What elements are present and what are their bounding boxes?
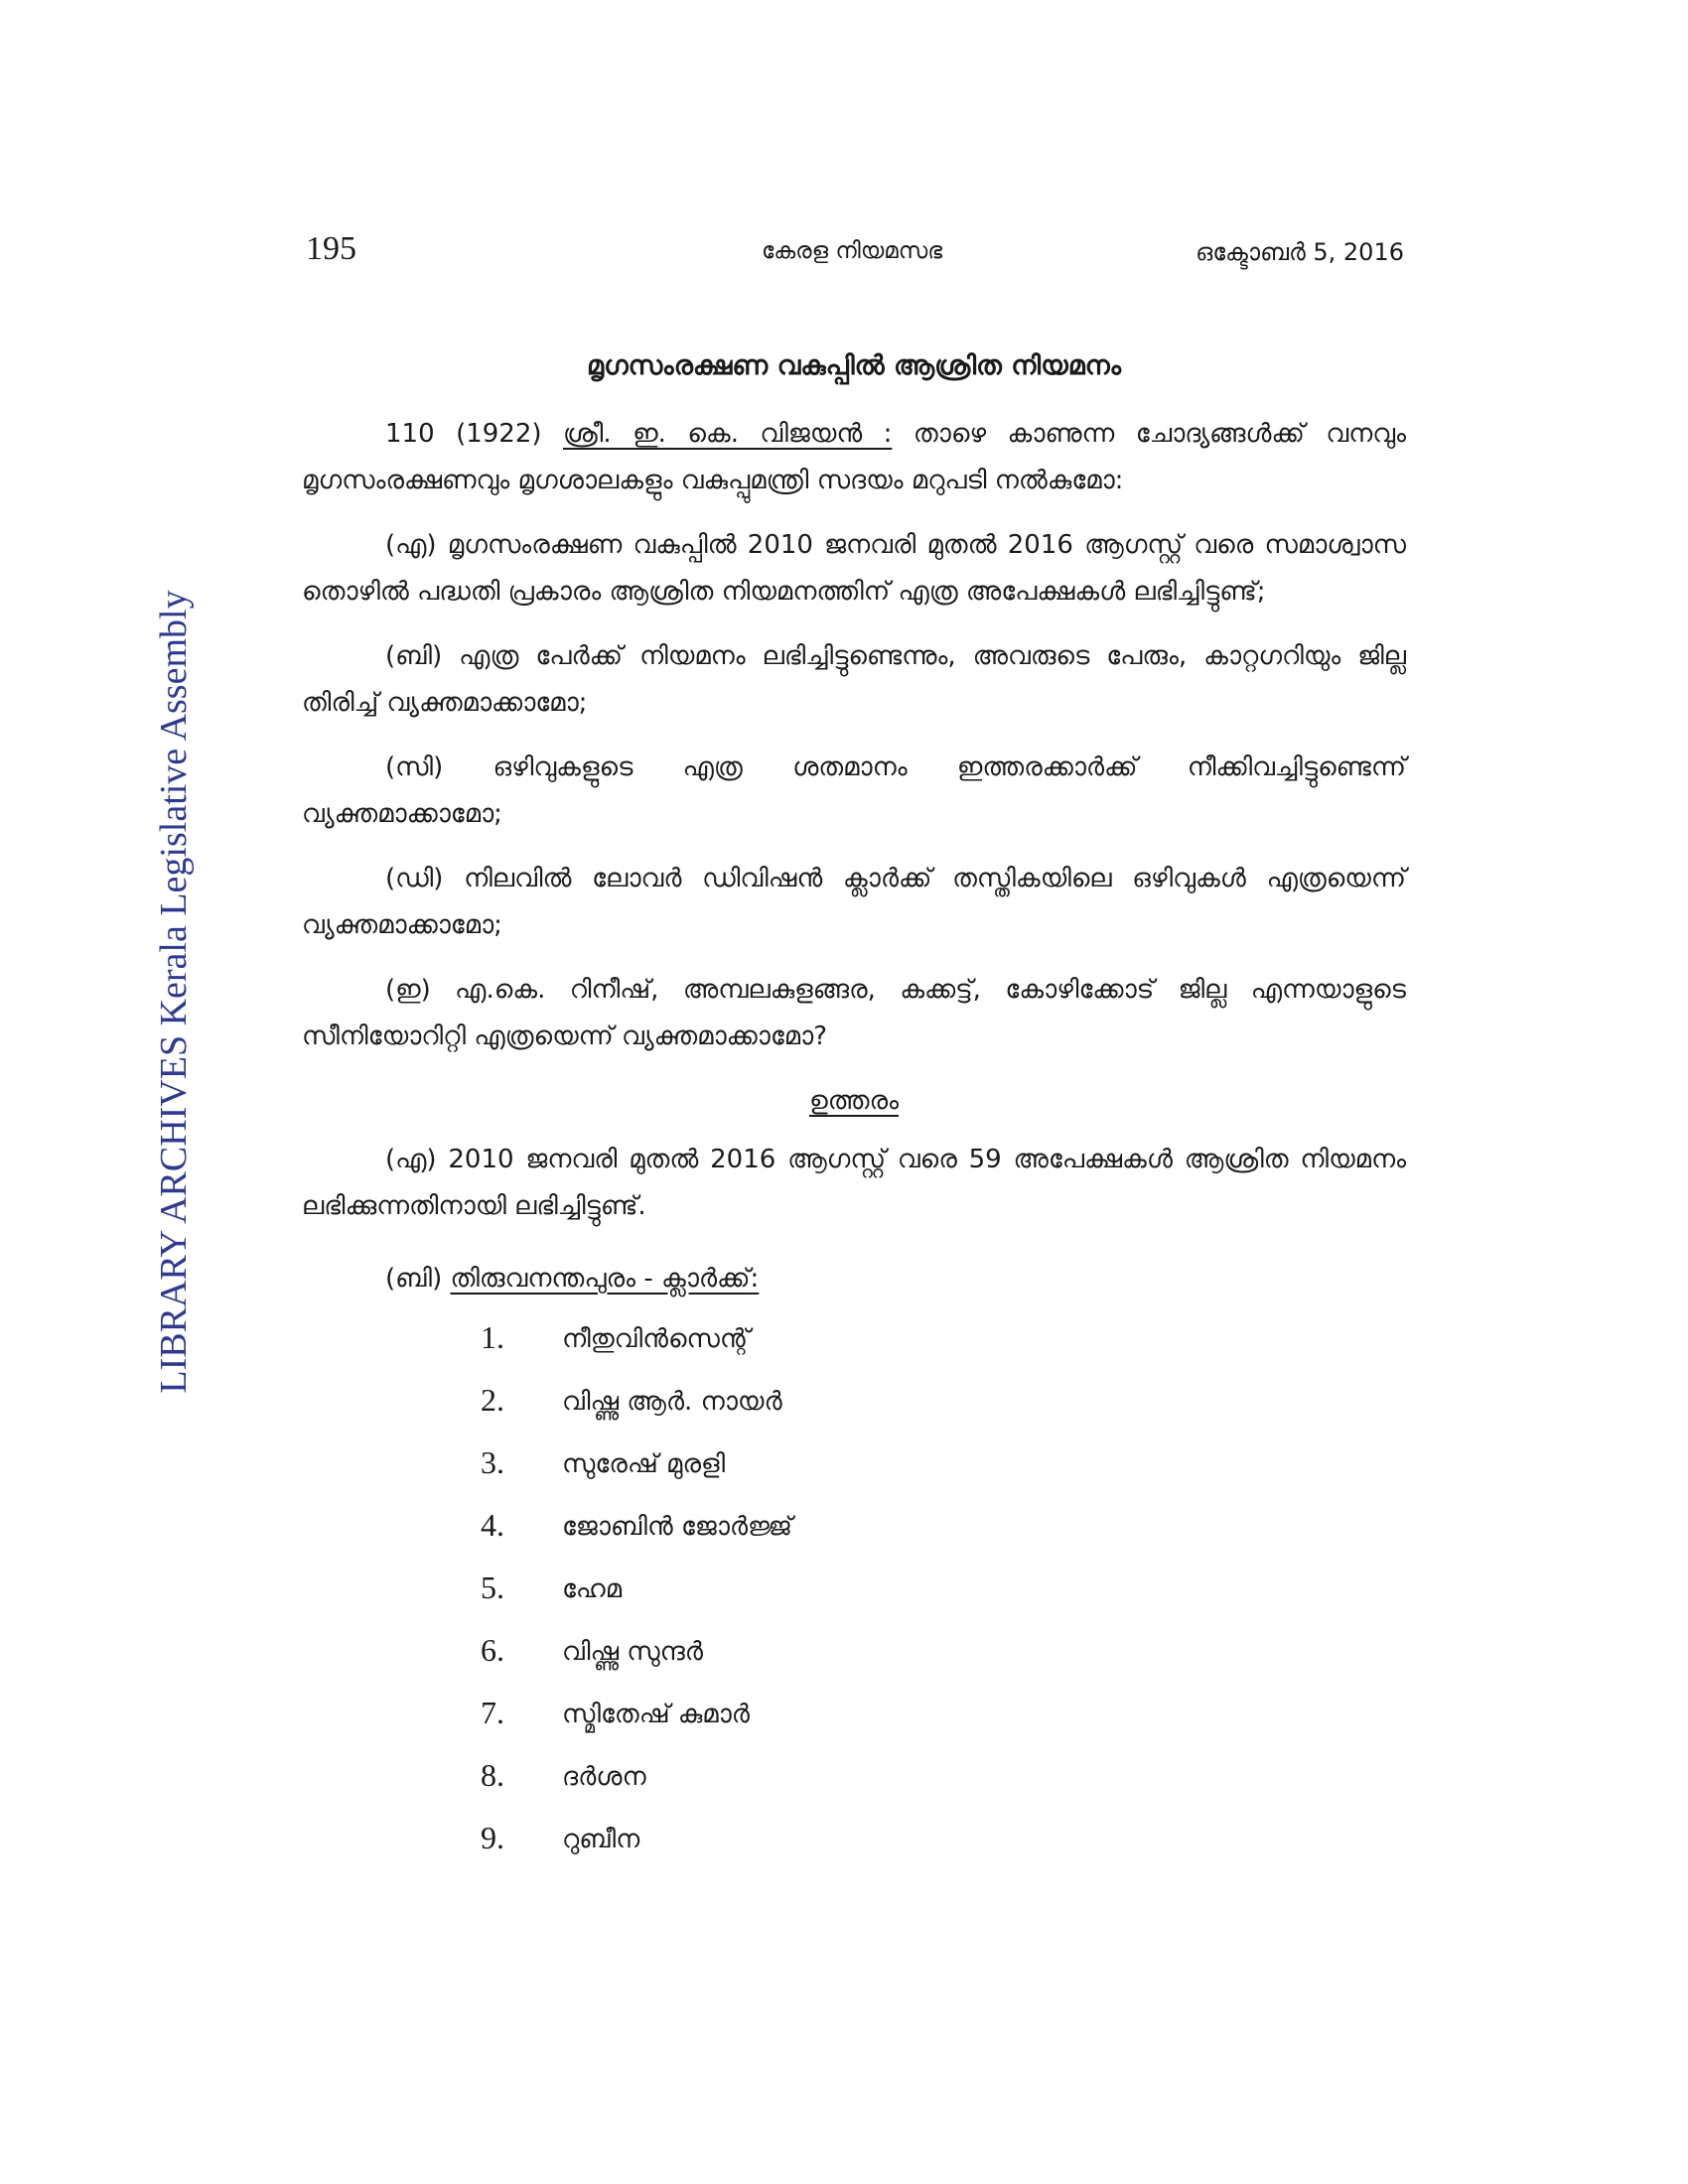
question-part-a: (എ) മൃഗസംരക്ഷണ വകുപ്പിൽ 2010 ജനവരി മുതൽ 2016 ആഗസ്റ്റ് വരെ സമാശ്വാസ തൊഴിൽ പദ്ധതി പ്രകാരം ആശ്രിത നിയമനത്തിന് എത്ര അപേക്ഷകൾ ലഭിച്ചിട്ടുണ്ട്; <box>302 530 1406 607</box>
list-number: 5. <box>481 1570 504 1605</box>
list-number: 1. <box>481 1319 504 1355</box>
staff-name: വിഷ്ണു ആർ. നായർ <box>562 1387 782 1417</box>
list-item <box>302 1308 1406 1371</box>
question-part-c: (സി) ഒഴിവുകളുടെ എത്ര ശതമാനം ഇത്തരക്കാർക്ക് നീക്കിവച്ചിട്ടുണ്ടെന്ന് വ്യക്തമാക്കാമോ; <box>302 752 1406 829</box>
question-title: മൃഗസംരക്ഷണ വകുപ്പിൽ ആശ്രിത നിയമനം <box>586 350 1122 381</box>
answer-heading-text: ഉത്തരം <box>809 1086 899 1116</box>
list-number: 6. <box>481 1632 504 1668</box>
archive-watermark: LIBRARY ARCHIVES Kerala Legislative Assembly <box>153 590 195 1394</box>
question-part-e: (ഇ) എ.കെ. റിനീഷ്, അമ്പലകുളങ്ങര, കക്കട്ട്, കോഴിക്കോട് ജില്ല എന്നയാളുടെ സീനിയോറിറ്റി എത്രയെന്ന് വ്യക്തമാക്കാമോ? <box>302 975 1406 1051</box>
staff-name: റുബീന <box>562 1825 640 1854</box>
list-item <box>302 1433 1406 1496</box>
question-part-d: (ഡി) നിലവിൽ ലോവർ ഡിവിഷൻ ക്ലാർക്ക് തസ്തികയിലെ ഒഴിവുകൾ എത്രയെന്ന് വ്യക്തമാക്കാമോ; <box>302 864 1406 940</box>
header-title: കേരള നിയമസഭ <box>761 238 943 264</box>
staff-name: സ്മിതേഷ് കുമാർ <box>562 1700 750 1729</box>
answer-part-b-colon: : <box>750 1264 760 1294</box>
list-item <box>302 1746 1406 1809</box>
list-item <box>302 1621 1406 1684</box>
answer-part-b-heading <box>385 1256 1406 1302</box>
page-header <box>306 230 1404 280</box>
staff-list <box>302 1308 1406 1871</box>
list-number: 3. <box>481 1444 504 1480</box>
staff-name: ഹേമ <box>562 1574 623 1604</box>
page-number: 195 <box>306 230 356 267</box>
staff-name: വിഷ്ണു സുന്ദർ <box>562 1637 703 1667</box>
answer-part-a: (എ) 2010 ജനവരി മുതൽ 2016 ആഗസ്റ്റ് വരെ 59 അപേക്ഷകൾ ആശ്രിത നിയമനം ലഭിക്കുന്നതിനായി ലഭിച്ചിട്ടുണ്ട്. <box>302 1145 1406 1221</box>
list-item <box>302 1371 1406 1433</box>
answer-heading <box>302 1078 1406 1125</box>
list-number: 7. <box>481 1695 504 1730</box>
question-number: 110 (1922) <box>385 419 542 449</box>
question-intro-text: താഴെ കാണുന്ന ചോദ്യങ്ങൾക്ക് വനവും മൃഗസംരക്ഷണവും മൃഗശാലകളും വകുപ്പുമന്ത്രി സദയം മറുപടി നൽകുമോ: <box>302 419 1406 495</box>
staff-name: ജോബിൻ ജോർജ്ജ് <box>562 1512 792 1542</box>
list-item <box>302 1559 1406 1621</box>
list-number: 4. <box>481 1507 504 1543</box>
header-date: ഒക്ടോബർ 5, 2016 <box>1196 238 1404 266</box>
staff-name: സുരേഷ് മുരളി <box>562 1449 726 1479</box>
list-item <box>302 1496 1406 1559</box>
staff-name: ദർശന <box>562 1762 646 1792</box>
question-intro <box>302 411 1406 504</box>
answer-part-b-prefix: (ബി) <box>385 1264 443 1294</box>
staff-name: നീതുവിൻസെന്റ് <box>562 1324 751 1354</box>
list-number: 8. <box>481 1757 504 1793</box>
list-number: 2. <box>481 1382 504 1418</box>
answer-part-b-title-text: തിരുവനന്തപുരം - ക്ലാർക്ക് <box>450 1264 751 1294</box>
list-item <box>302 1809 1406 1871</box>
question-part-b: (ബി) എത്ര പേർക്ക് നിയമനം ലഭിച്ചിട്ടുണ്ടെന്നും, അവരുടെ പേരും, കാറ്റഗറിയും ജില്ല തിരിച്ച് വ്യക്തമാക്കാമോ; <box>302 641 1406 718</box>
list-item <box>302 1684 1406 1746</box>
list-number: 9. <box>481 1820 504 1855</box>
member-name: ശ്രീ. ഇ. കെ. വിജയൻ : <box>563 419 893 449</box>
answer-part-b-title <box>450 1264 759 1294</box>
document-body <box>302 342 1406 1871</box>
